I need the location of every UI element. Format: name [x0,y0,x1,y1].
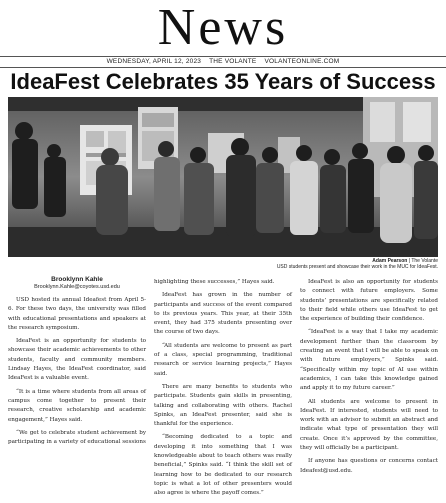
paragraph: “Becoming dedicated to a topic and developing it into something that I was knowledgeable about to teach others was really beneficial,” Spinks said. “I think the skill set of learning how to be dedicated to our research topic is what a lot of other presenters would also agree is where the payoff comes.” [154,434,292,497]
article-column-3 [300,278,438,480]
photographer-name: Adam Pearson [372,258,408,264]
website-link[interactable]: VOLANTEONLINE.COM [264,58,340,65]
paragraph: IdeaFest is an opportunity for students to showcase their academic achievements to other students, faculty and community members. Lindsay Hayes, the IdeaFest coordinator, said IdeaFest is a valuable event. [8,338,146,382]
paragraph: “It is a time where students from all areas of campus come together to present their research, creative scholarship and academic engagement,” Hayes said. [8,388,146,423]
paragraph: highlighting these successes,” Hayes said. [154,279,275,285]
article-headline: IdeaFest Celebrates 35 Years of Success [10,69,436,94]
photo-caption [8,258,438,270]
credit-organization: The Volante [411,258,438,264]
caption-text: USD students present and showcase their work in the MUC for IdeaFest. [276,264,438,270]
paragraph: All students are welcome to present in IdeaFest. If interested, students will need to work with an advisor to submit an abstract and indicate what type of presentation they will create. Once it’s approved by the committee, they will officially be a participant. [300,398,438,452]
paragraph: “IdeaFest is a way that I take my academic development further than the classroom by creating an event that I will be able to speak on with future employers,” Spinks said. “Specifically within my topic of AI use within academics, I can take this knowledge gained and apply it to my future career.” [300,329,438,392]
paragraph: “We get to celebrate student achievement by participating in a variety of educational sessions [8,429,146,446]
author-email[interactable]: Brooklynn.Kahle@coyotes.usd.edu [34,284,120,290]
paragraph: USD hosted its annual Ideafest from April 5-6. For these two days, the university was filled with educational presentations and speakers at the research symposium. [8,297,146,331]
author-name: Brooklynn Kahle [51,276,103,283]
paragraph: “All students are welcome to present as part of a class, special programming, traditional research or service learning projects,” Hayes said. [154,342,292,377]
photo-credit: Adam Pearson | The Volante [372,258,438,264]
masthead [0,0,446,56]
paragraph: There are many benefits to students who participate. Students gain skills in presenting, talking and collaborating with others. Rachel Spinks, an IdeaFest presenter, said she is thankful for the experience. [154,383,292,428]
byline [8,276,146,290]
article-column-2 [154,278,292,503]
issue-date: WEDNESDAY, APRIL 12, 2023 [106,58,202,65]
paragraph: IdeaFest has grown in the number of participants and success of the event compared to its previous years. This year, at their 35th event, they had 375 students presenting over the course of two days. [154,292,292,336]
article-photo [8,97,438,257]
article-column-1 [8,276,146,451]
event-photo-illustration [8,97,438,257]
paragraph: If anyone has questions or concerns contact Ideafest@usd.edu. [300,458,438,474]
dateline [0,56,446,68]
masthead-title: News [157,0,289,56]
publication-name: THE VOLANTE [209,58,257,65]
paragraph: IdeaFest is also an opportunity for students to connect with future employers. Some students’ presentations are specifically related to their field while others use IdeaFest to get the experience of building their confidence. [300,279,438,323]
